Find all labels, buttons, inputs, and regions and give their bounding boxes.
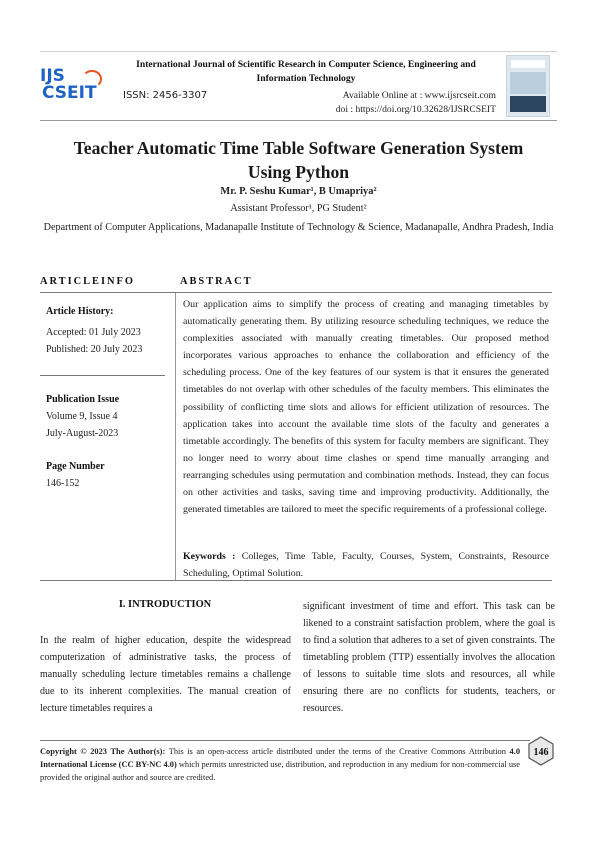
page-number-label: Page Number (46, 461, 105, 472)
copyright-notice (40, 745, 520, 784)
keywords (183, 548, 549, 582)
availability-block (300, 89, 496, 117)
journal-cover-thumbnail (506, 55, 550, 117)
info-bottom-rule (40, 580, 552, 581)
publication-issue-label: Publication Issue (46, 394, 120, 405)
copyright-label: Copyright © 2023 The Author(s): (40, 747, 166, 756)
copyright-text-part1: This is an open-access article distributed under the terms of the Creative Commons Attribution (165, 747, 510, 756)
available-online-link[interactable]: Available Online at : www.ijsrcseit.com (342, 90, 496, 101)
page-number: 146 (533, 747, 549, 758)
page-number-badge (526, 736, 556, 766)
page-range: 146-152 (46, 478, 80, 489)
header-top-rule (40, 51, 557, 52)
section-heading-introduction: I. INTRODUCTION (118, 599, 212, 610)
footer-rule (40, 740, 530, 741)
info-top-rule (40, 292, 552, 293)
body-column-left: In the realm of higher education, despite the widespread computerization of administrative tasks, the process of manually scheduling lecture timetables remains a challenge due to its inherent complexities. The manual creation of lecture timetables requires a (40, 635, 291, 714)
affiliation: Department of Computer Applications, Madanapalle Institute of Technology & Science, Madanapalle, Andhra Pradesh, India (43, 222, 554, 233)
logo-text-top: IJS (40, 66, 65, 86)
paper-title-line2: Using Python (247, 162, 350, 182)
info-column-divider (175, 293, 176, 580)
license-name[interactable]: 4.0 International License (CC BY-NC 4.0) (40, 747, 521, 769)
header-bottom-rule (40, 120, 557, 121)
article-history-label: Article History: (46, 306, 114, 317)
journal-logo (40, 66, 106, 106)
issn: ISSN: 2456-3307 (123, 90, 208, 101)
abstract-heading: ABSTRACT (180, 276, 253, 287)
author-roles: Assistant Professor¹, PG Student² (230, 203, 367, 214)
accepted-date: Accepted: 01 July 2023 (46, 327, 141, 338)
doi-link[interactable]: doi : https://doi.org/10.32628/IJSRCSEIT (335, 104, 496, 115)
published-date: Published: 20 July 2023 (46, 344, 143, 355)
paper-title-line1: Teacher Automatic Time Table Software Generation System (73, 138, 524, 158)
abstract-text: Our application aims to simplify the process of creating and managing timetables by automatically generating them. By utilizing resource scheduling techniques, we reduce the complexities associated with manually creating timetables. Our proposed method incorporates various approaches to enhance the collaboration and efficiency of the scheduling process. One of the key features of our system is that it ensures the generated timetables do not overlap with other schedules of the faculty members. This eliminates the possibility of conflicting time slots and allows for efficient utilization of resources. The application takes into account the available time slots of the faculty and generates a timetable accordingly. The benefits of this system for faculty members are significant. They no longer need to worry about time clashes or spend time manually arranging and rearranging schedules using permutation and combination methods. Instead, they can focus on other activities and tasks, saving time and improving productivity. Additionally, the generated timetables are tailored to meet the specific requirements of a professional college. (183, 299, 549, 516)
body-column-right: significant investment of time and effort. This task can be likened to a constraint satisfaction problem, where the goal is to find a solution that adheres to a set of given constraints. The timetabling problem (TTP) essentially involves the allocation of lessons to suitable time slots and resources, all while ensuring there are no conflicts for students, teachers, or resources. (303, 601, 555, 714)
logo-text-bottom: CSEIT (42, 83, 97, 103)
authors: Mr. P. Seshu Kumar¹, B Umapriya² (220, 186, 377, 197)
keywords-label: Keywords : (183, 551, 236, 562)
copyright-text-part2: which permits unrestricted use, distribution, and reproduction in any medium for non-commercial use provided the original author and source are credited. (40, 760, 520, 782)
info-mid-rule (40, 375, 165, 376)
article-info-heading: ARTICLEINFO (40, 276, 135, 287)
volume-issue: Volume 9, Issue 4 (46, 411, 118, 422)
paper-title (40, 136, 557, 184)
journal-name: International Journal of Scientific Research in Computer Science, Engineering and Information Technology (136, 59, 476, 84)
keywords-list: Colleges, Time Table, Faculty, Courses, System, Constraints, Resource Scheduling, Optimal Solution. (183, 551, 550, 580)
issue-months: July-August-2023 (46, 428, 119, 439)
